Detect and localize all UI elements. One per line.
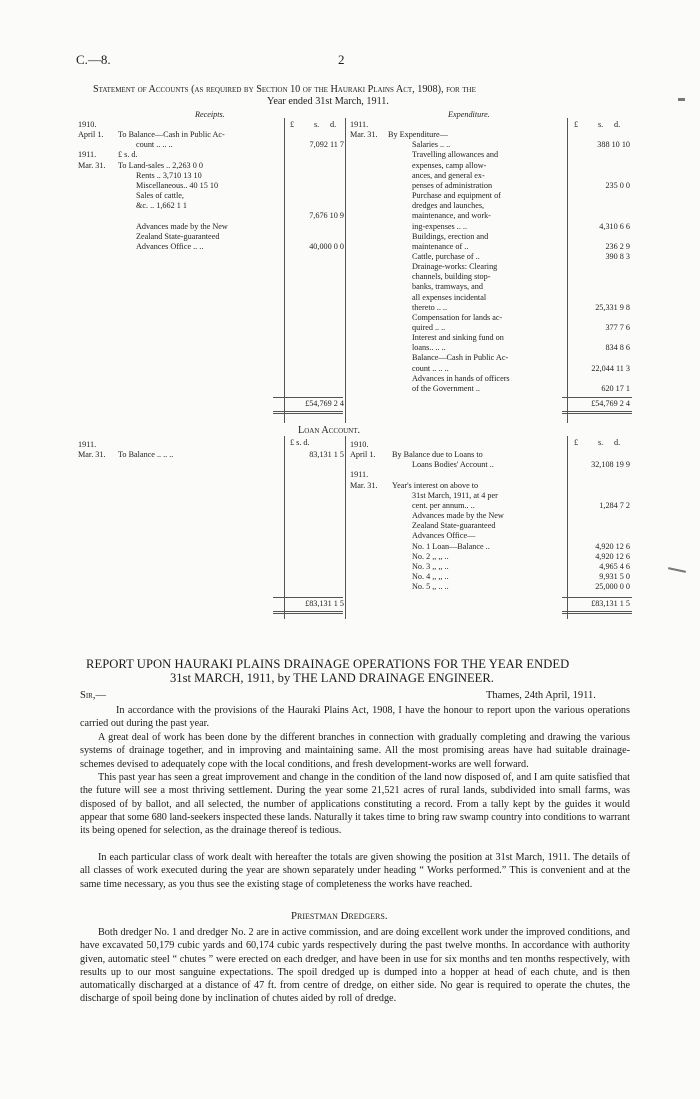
entry-description: No. 3 ,, ,, ..	[412, 561, 449, 571]
loan-left-text: To Balance .. .. ..	[118, 450, 174, 459]
entry-description: loans.. .. ..	[412, 343, 446, 353]
entry-description: No. 1 Loan—Balance ..	[412, 541, 490, 551]
statement-title-line2: Year ended 31st March, 1911.	[267, 96, 389, 107]
entry-amount: 4,310 6 6	[599, 221, 630, 231]
entry-description: channels, building stop-	[412, 272, 491, 282]
entry-description: No. 4 ,, ,, ..	[412, 571, 449, 581]
entry-description: Advances in hands of officers	[412, 373, 510, 383]
entry-amount: 4,920 12 6	[595, 551, 630, 561]
entry-description: Zealand State-guaranteed	[136, 231, 220, 241]
loan-center-rule	[345, 436, 346, 619]
entry-description: expenses, camp allow-	[412, 160, 487, 170]
entry-description: Compensation for lands ac-	[412, 312, 503, 322]
entry-date: April 1.	[350, 450, 376, 460]
report-paragraph-1: In accordance with the provisions of the Hauraki Plains Act, 1908, I have the honour to report upon the various operations carried out during the past year.	[80, 705, 630, 730]
entry-amount: 834 8 6	[605, 343, 630, 353]
entry-date: 1910.	[350, 440, 369, 449]
entry-description: £ s. d.	[118, 150, 138, 160]
priestman-dredgers-paragraph: Both dredger No. 1 and dredger No. 2 are in active commission, and are doing excellent work under the improved conditions, and have excavated 50,179 cubic yards and 60,174 cubic yards respectively during the past twelve months. In accordance with authority given, automatic steel “ chutes ” were erected on each dredger, and have been in use for six months and ten months respectively, with results up to our most sanguine expectations. The spoil dredged up is dumped into a hopper at head of each chute, and is then automatically discharged at a distance of 47 ft. from centre of dredge, on either side. No gear is required to operate the chutes, the discharge of spoil being done by inclination of chutes aided by roll of dredge.	[80, 927, 630, 1005]
entry-description: maintenance of ..	[412, 241, 469, 251]
expenditure-column-rule	[567, 118, 568, 423]
entry-description: Zealand State-guaranteed	[412, 521, 496, 531]
entry-amount: 390 8 3	[605, 251, 630, 261]
entry-description: ing-expenses .. ..	[412, 221, 468, 231]
entry-description: count .. .. ..	[136, 140, 173, 150]
entry-description: dredges and launches,	[412, 201, 485, 211]
entry-description: Cattle, purchase of ..	[412, 251, 480, 261]
center-column-rule	[345, 118, 346, 423]
entry-description: Advances made by the New	[136, 221, 228, 231]
entry-description: 31st March, 1911, at 4 per	[412, 490, 498, 500]
receipts-total: £54,769 2 4	[305, 399, 344, 408]
entry-description: By Expenditure—	[388, 130, 448, 140]
entry-description: Advances made by the New	[412, 511, 504, 521]
entry-date: Mar. 31.	[350, 480, 378, 490]
salutation: Sir,—	[80, 690, 106, 701]
entry-description: Travelling allowances and	[412, 150, 499, 160]
entry-description: Salaries .. ..	[412, 140, 451, 150]
entry-amount: 1,284 7 2	[599, 500, 630, 510]
entry-description: Miscellaneous.. 40 15 10	[136, 180, 219, 190]
entry-amount: 4,965 4 6	[599, 561, 630, 571]
entry-amount: 236 2 9	[605, 241, 630, 251]
report-paragraph-3: This past year has seen a great improvement and change in the condition of the land now disposed of, and I am quite satisfied that the future will see a most thriving settlement. During the year some 21,521 acres of rural lands, subdivided into small farms, was disposed of by ballot, and all selected, the number of applications constituting a record. From a tally kept by the guides it would appear that some 680 land-seekers inspected these lands. Naturally it takes time to bring raw swamp country into conditions to warrant its being opened for selection, as the drainage thereof is tedious.	[80, 772, 630, 837]
entry-amount: 40,000 0 0	[309, 241, 344, 251]
entry-description: Advances Office—	[412, 531, 476, 541]
scan-mark	[668, 567, 686, 573]
report-heading-line2: 31st MARCH, 1911, by THE LAND DRAINAGE ENGINEER.	[170, 671, 494, 685]
loan-total-left-rule-bottom	[273, 611, 343, 614]
entry-amount: 32,108 19 9	[591, 460, 630, 470]
entry-description: Drainage-works: Clearing	[412, 262, 498, 272]
entry-amount: 9,931 5 0	[599, 571, 630, 581]
expenditure-total-rule-bottom	[562, 411, 632, 414]
entry-description: thereto .. ..	[412, 302, 448, 312]
entry-amount: 22,044 11 3	[591, 363, 630, 373]
entry-amount: 25,000 0 0	[595, 582, 630, 592]
entry-description: To Land-sales .. 2,263 0 0	[118, 160, 203, 170]
receipts-total-rule-top	[273, 397, 343, 398]
entry-description: Advances Office .. ..	[136, 241, 204, 251]
entry-description: maintenance, and work-	[412, 211, 491, 221]
entry-date: 1910.	[78, 120, 97, 129]
entry-date: April 1.	[78, 130, 104, 140]
loan-left-year: 1911.	[78, 440, 97, 449]
entry-description: Buildings, erection and	[412, 231, 489, 241]
entry-description: Purchase and equipment of	[412, 191, 501, 201]
entry-description: Balance—Cash in Public Ac-	[412, 353, 509, 363]
receipts-heading: Receipts.	[195, 110, 225, 119]
section-heading-priestman-dredgers: Priestman Dredgers.	[291, 910, 388, 922]
entry-description: Year's interest on above to	[392, 480, 479, 490]
entry-description: Loans Bodies' Account ..	[412, 460, 494, 470]
place-date: Thames, 24th April, 1911.	[486, 690, 596, 701]
entry-description: To Balance—Cash in Public Ac-	[118, 130, 225, 140]
loan-total-right: £83,131 1 5	[591, 599, 630, 608]
entry-amount: 620 17 1	[601, 383, 630, 393]
entry-amount: 25,331 9 8	[595, 302, 630, 312]
entry-amount: 4,920 12 6	[595, 541, 630, 551]
receipts-column-rule	[284, 118, 285, 423]
entry-description: By Balance due to Loans to	[392, 450, 483, 460]
receipts-total-rule-bottom	[273, 411, 343, 414]
page-number: 2	[338, 52, 345, 67]
entry-date: Mar. 31.	[350, 130, 378, 140]
loan-total-right-rule-top	[562, 597, 632, 598]
entry-description: quired .. ..	[412, 323, 446, 332]
report-paragraph-4: In each particular class of work dealt with hereafter the totals are given showing the position at 31st March, 1911. The details of all classes of work executed during the year are shown separately under heading “ Works performed.” This is convenient and at the same time necessary, as you thus see the existing stage of completeness the works have reached.	[80, 852, 630, 890]
entry-amount: 377 7 6	[605, 323, 630, 332]
loan-left-amount: 83,131 1 5	[309, 450, 344, 459]
entry-description: penses of administration	[412, 180, 493, 190]
entry-description: of the Government ..	[412, 383, 480, 393]
loan-account-title: Loan Account.	[298, 425, 361, 436]
entry-amount: 388 10 10	[597, 140, 630, 150]
entry-description: all expenses incidental	[412, 292, 487, 302]
entry-date: 1911.	[78, 150, 97, 160]
loan-currency-header-left: £ s. d.	[290, 438, 310, 447]
loan-left-date: Mar. 31.	[78, 450, 106, 459]
entry-description: Rents .. 3,710 13 10	[136, 170, 202, 180]
report-heading-line1: REPORT UPON HAURAKI PLAINS DRAINAGE OPERATIONS FOR THE YEAR ENDED	[86, 657, 570, 671]
loan-left-rule	[284, 436, 285, 619]
entry-date: 1911.	[350, 120, 369, 129]
entry-date: Mar. 31.	[78, 160, 106, 170]
entry-amount: 7,092 11 7	[309, 140, 344, 150]
loan-total-left-rule-top	[273, 597, 343, 598]
document-series-code: C.—8.	[76, 52, 111, 67]
expenditure-total-rule-top	[562, 397, 632, 398]
entry-description: ances, and general ex-	[412, 170, 485, 180]
entry-description: Sales of cattle,	[136, 191, 184, 201]
entry-description: cent. per annum.. ..	[412, 500, 475, 510]
loan-total-left: £83,131 1 5	[305, 599, 344, 608]
entry-description: &c. .. 1,662 1 1	[136, 201, 187, 211]
statement-title-line1: Statement of Accounts (as required by Section 10 of the Hauraki Plains Act, 1908), for the	[93, 84, 476, 95]
expenditure-heading: Expenditure.	[448, 110, 490, 119]
entry-description: Interest and sinking fund on	[412, 333, 504, 343]
entry-amount: 7,676 10 9	[309, 211, 344, 221]
loan-total-right-rule-bottom	[562, 611, 632, 614]
entry-description: count .. .. ..	[412, 363, 449, 373]
entry-description: No. 5 ,, .. ..	[412, 582, 449, 592]
entry-description: banks, tramways, and	[412, 282, 483, 292]
entry-date: 1911.	[350, 470, 369, 480]
report-paragraph-2: A great deal of work has been done by the different branches in connection with gradually completing and drawing the various systems of drainage together, and in improving and maintaining same. All the most promising areas have had suitable drainage-schemes devised to adequately cope with the local conditions, and fresh development-works are well forward.	[80, 732, 630, 770]
expenditure-total: £54,769 2 4	[591, 399, 630, 408]
entry-amount: 235 0 0	[605, 180, 630, 190]
scan-mark	[678, 98, 685, 101]
entry-description: No. 2 ,, ,, ..	[412, 551, 449, 561]
